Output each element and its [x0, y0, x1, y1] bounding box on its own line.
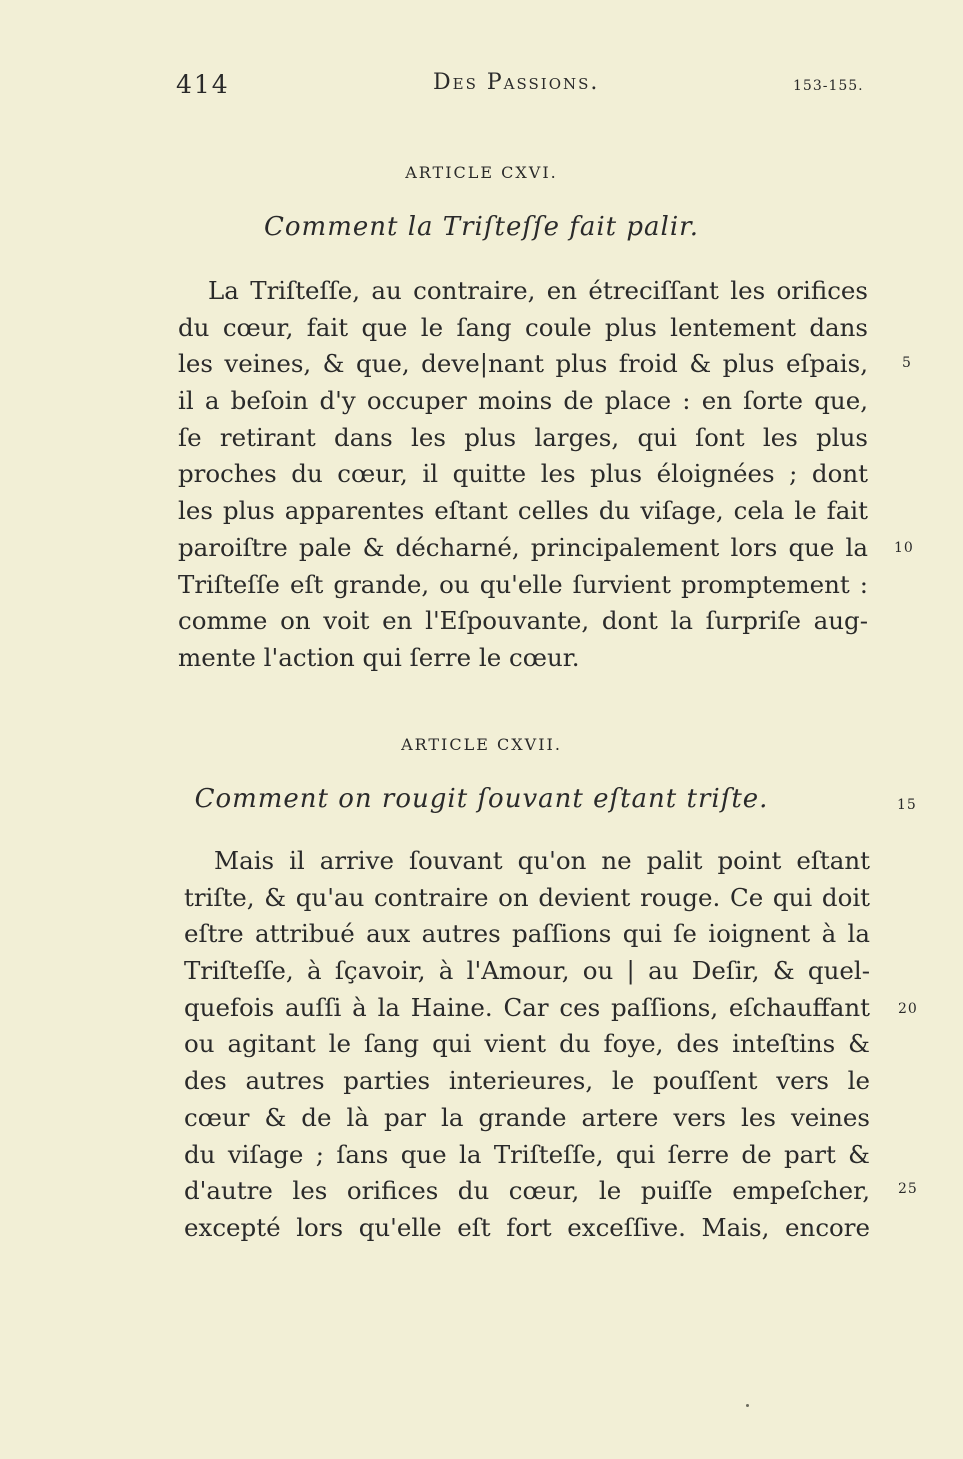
- text-line: triſte, & qu'au contraire on devient rouge. Ce qui doit: [184, 882, 870, 912]
- text-line: ou agitant le ſang qui vient du foye, des inteſtins &: [184, 1029, 870, 1059]
- text-line: La Triſteſſe, au contraire, en étreciſſant les orifices: [208, 276, 868, 305]
- article-body-cxvi: [178, 273, 868, 677]
- line-number: 15: [897, 797, 917, 813]
- text-line: du cœur, fait que le ſang coule plus lentement dans: [178, 312, 868, 342]
- text-line: du viſage ; ſans que la Triſteſſe, qui ſerre de part &: [184, 1139, 870, 1169]
- line-number: 10: [894, 540, 914, 556]
- line-number: 25: [898, 1181, 918, 1197]
- article-title-cxvii: Comment on rougit ſouvant eſtant triſte.: [194, 784, 769, 814]
- article-heading-cxvi: ARTICLE CXVI.: [405, 163, 558, 182]
- text-line: comme on voit en l'Eſpouvante, dont la ſurpriſe aug-: [178, 606, 868, 636]
- text-line: excepté lors qu'elle eſt fort exceſſive. Mais, encore: [184, 1212, 870, 1242]
- text-line: les plus apparentes eſtant celles du viſage, cela le fait: [178, 496, 868, 526]
- text-line: Mais il arrive ſouvant qu'on ne palit point eſtant: [214, 846, 870, 875]
- text-line: proches du cœur, il quitte les plus éloignées ; dont: [178, 459, 868, 489]
- text-line: Triſteſſe eſt grande, ou qu'elle ſurvient promptement :: [178, 569, 868, 599]
- text-line: quefois auſſi à la Haine. Car ces paſſions, eſchauffant: [184, 992, 870, 1022]
- line-number: 5: [902, 355, 912, 371]
- paper-speck: [746, 1404, 749, 1407]
- text-line: ſe retirant dans les plus larges, qui ſont les plus: [178, 422, 868, 452]
- line-number: 20: [898, 1001, 918, 1017]
- text-line: les veines, & que, deve|nant plus froid & plus eſpais,: [178, 349, 868, 379]
- page-header: [0, 70, 963, 110]
- text-line: eſtre attribué aux autres paſſions qui ſe ioignent à la: [184, 919, 870, 949]
- article-body-cxvii: [184, 843, 870, 1247]
- text-line: des autres parties interieures, le pouſſent vers le: [184, 1066, 870, 1096]
- article-heading-cxvii: ARTICLE CXVII.: [401, 735, 562, 754]
- text-line: d'autre les orifices du cœur, le puiſſe empeſcher,: [184, 1176, 870, 1206]
- page-number: 414: [176, 70, 230, 99]
- running-title: Des Passions.: [433, 70, 600, 95]
- text-line: Triſteſſe, à ſçavoir, à l'Amour, ou | au Deſir, & quel-: [184, 956, 870, 986]
- text-line: mente l'action qui ſerre le cœur.: [178, 642, 580, 672]
- text-line: il a beſoin d'y occuper moins de place : en ſorte que,: [178, 386, 868, 416]
- article-range: 153-155.: [793, 78, 864, 94]
- text-line: paroiſtre pale & décharné, principalement lors que la: [178, 532, 868, 562]
- article-title-cxvi: Comment la Triſteſſe fait palir.: [264, 212, 699, 242]
- text-line: cœur & de là par la grande artere vers les veines: [184, 1102, 870, 1132]
